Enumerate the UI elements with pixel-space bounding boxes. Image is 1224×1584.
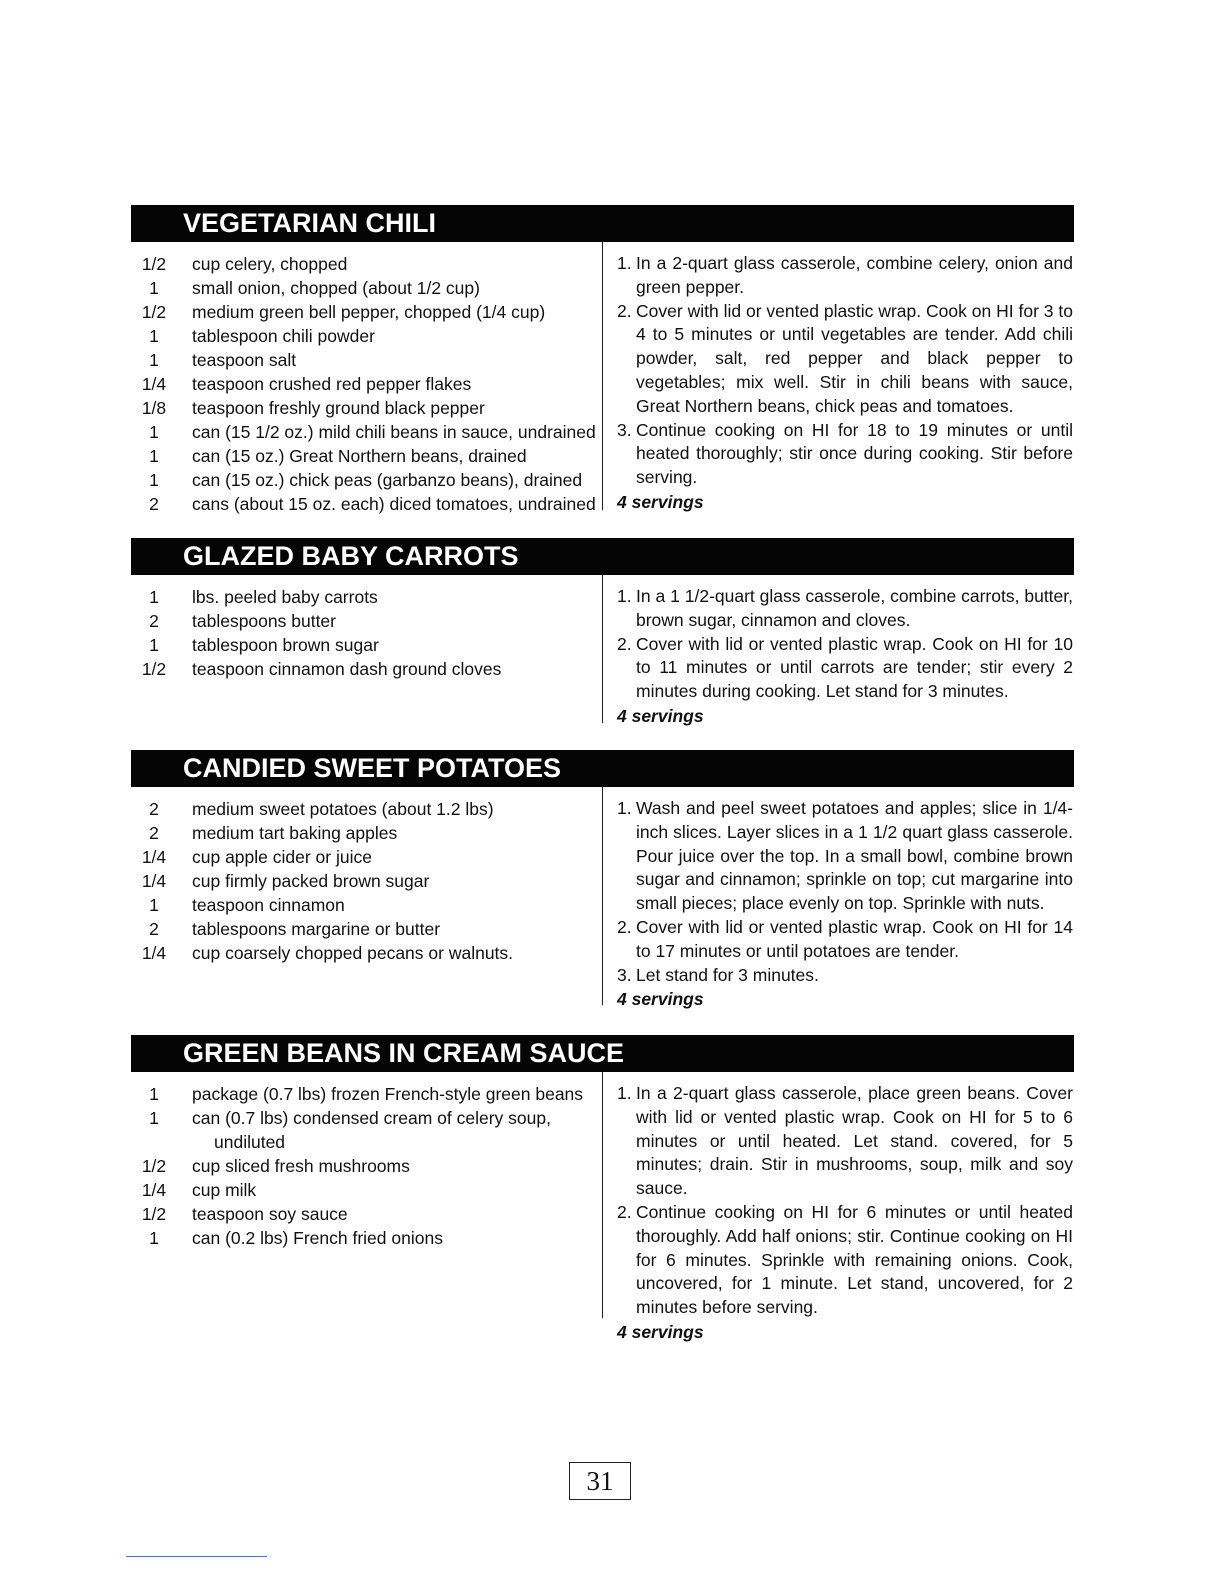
ingredient-qty: 1 <box>149 350 159 370</box>
direction-step <box>617 300 1073 419</box>
ingredient-row <box>131 657 601 681</box>
ingredient-row <box>131 1106 601 1154</box>
ingredient-row <box>131 633 601 657</box>
direction-step <box>617 1201 1073 1320</box>
ingredient-list <box>131 585 601 681</box>
step-text: Continue cooking on HI for 6 minutes or until heated thoroughly. Add half onions; stir. Continue cooking on HI for 6 minutes. Sprinkle with remaining onions. Cook, uncovered, for 1 minute. Let stand, uncovered, for 2 minutes before serving. <box>636 1201 1073 1318</box>
step-text: Continue cooking on HI for 18 to 19 minutes or until heated thoroughly; stir once during cooking. Stir before serving. <box>636 419 1073 488</box>
recipe-vegetarian-chili <box>131 205 1074 514</box>
step-number: 1. <box>617 253 632 273</box>
ingredient-item: teaspoon crushed red pepper flakes <box>192 374 472 394</box>
direction-step <box>617 916 1073 964</box>
recipe-body <box>131 242 1074 514</box>
ingredient-item-text: can (0.7 lbs) condensed cream of celery soup, <box>192 1108 551 1128</box>
ingredient-item: tablespoons margarine or butter <box>192 919 441 939</box>
ingredient-item: cup apple cider or juice <box>192 847 372 867</box>
ingredient-qty: 1 <box>149 1108 159 1128</box>
ingredient-qty: 1 <box>149 470 159 490</box>
ingredient-qty: 1/2 <box>141 659 167 679</box>
step-text: In a 2-quart glass casserole, combine celery, onion and green pepper. <box>636 253 1073 297</box>
servings-label: 4 servings <box>617 1321 704 1342</box>
ingredient-item: cup milk <box>192 1180 257 1200</box>
servings-label: 4 servings <box>617 989 704 1010</box>
ingredient-row <box>131 845 601 869</box>
ingredient-list <box>131 1082 601 1250</box>
step-text: Cover with lid or vented plastic wrap. Cook on HI for 10 to 11 minutes or until carrots are tender; stir every 2 minutes during cooking. Let stand for 3 minutes. <box>636 633 1073 702</box>
recipe-title: VEGETARIAN CHILI <box>131 205 1074 242</box>
ingredient-qty: 1/2 <box>141 1156 167 1176</box>
step-number: 3. <box>617 419 632 440</box>
ingredient-item: lbs. peeled baby carrots <box>192 587 378 607</box>
ingredient-qty: 1/4 <box>141 847 167 867</box>
recipe-title: GREEN BEANS IN CREAM SAUCE <box>131 1035 1074 1072</box>
ingredient-row <box>131 324 601 348</box>
direction-list <box>617 1082 1073 1344</box>
recipe-body <box>131 1072 1074 1342</box>
ingredient-row <box>131 797 601 821</box>
step-number: 2. <box>617 633 632 654</box>
ingredient-row <box>131 1178 601 1202</box>
servings-label: 4 servings <box>617 491 704 512</box>
step-number: 2. <box>617 916 632 937</box>
ingredient-item: cup firmly packed brown sugar <box>192 871 430 891</box>
column-divider <box>602 575 603 723</box>
ingredient-row <box>131 348 601 372</box>
step-number: 1. <box>617 798 632 818</box>
ingredient-qty: 1 <box>149 278 159 298</box>
ingredient-item: teaspoon freshly ground black pepper <box>192 398 485 418</box>
ingredient-qty: 1 <box>149 895 159 915</box>
step-text: Let stand for 3 minutes. <box>636 964 819 985</box>
recipe-title: GLAZED BABY CARROTS <box>131 538 1074 575</box>
ingredient-item: can (15 oz.) Great Northern beans, drained <box>192 446 527 466</box>
ingredient-item: tablespoons butter <box>192 611 336 631</box>
ingredient-qty: 2 <box>149 919 159 939</box>
ingredient-qty: 1 <box>149 446 159 466</box>
ingredient-item: cup coarsely chopped pecans or walnuts. <box>192 943 514 963</box>
ingredient-row <box>131 941 601 965</box>
step-number: 1. <box>617 1083 632 1103</box>
step-number: 2. <box>617 300 632 321</box>
direction-step <box>617 252 1073 300</box>
direction-step <box>617 797 1073 916</box>
ingredient-list <box>131 252 601 516</box>
step-number: 3. <box>617 964 632 985</box>
ingredient-row <box>131 1082 601 1106</box>
ingredient-row <box>131 444 601 468</box>
step-text: Cover with lid or vented plastic wrap. Cook on HI for 14 to 17 minutes or until potatoes are tender. <box>636 916 1073 961</box>
ingredient-item: cup sliced fresh mushrooms <box>192 1156 410 1176</box>
ingredient-row <box>131 276 601 300</box>
direction-list <box>617 252 1073 514</box>
ingredient-item <box>192 1106 602 1154</box>
ingredient-row <box>131 821 601 845</box>
ingredient-qty: 1/2 <box>141 254 167 274</box>
servings-label: 4 servings <box>617 705 704 726</box>
ingredient-row <box>131 609 601 633</box>
ingredient-qty: 1 <box>149 1228 159 1248</box>
ingredient-item: teaspoon cinnamon <box>192 895 345 915</box>
step-number: 1. <box>617 586 632 606</box>
ingredient-item: teaspoon cinnamon dash ground cloves <box>192 659 502 679</box>
ingredient-qty: 1/8 <box>141 398 167 418</box>
ingredient-row <box>131 372 601 396</box>
step-number: 2. <box>617 1201 632 1222</box>
step-text: Wash and peel sweet potatoes and apples; slice in 1/4-inch slices. Layer slices in a 1 1/2 quart glass casserole. Pour juice over the top. In a small bowl, combine brown sugar and cinnamon; sprinkle on top; cut margarine into small pieces; place evenly on top. Sprinkle with nuts. <box>636 798 1073 914</box>
direction-list <box>617 797 1073 1011</box>
ingredient-qty: 1/4 <box>141 943 167 963</box>
ingredient-qty: 1/4 <box>141 1180 167 1200</box>
ingredient-item: teaspoon salt <box>192 350 297 370</box>
ingredient-item: cup celery, chopped <box>192 254 348 274</box>
direction-list <box>617 585 1073 728</box>
step-text: In a 1 1/2-quart glass casserole, combine carrots, butter, brown sugar, cinnamon and cloves. <box>636 586 1073 630</box>
ingredient-row <box>131 492 601 516</box>
ingredient-item: medium tart baking apples <box>192 823 398 843</box>
ingredient-qty: 2 <box>149 611 159 631</box>
ingredient-row <box>131 585 601 609</box>
ingredient-qty: 2 <box>149 823 159 843</box>
direction-step <box>617 585 1073 633</box>
ingredient-qty: 1/2 <box>141 1204 167 1224</box>
ingredient-item: teaspoon soy sauce <box>192 1204 348 1224</box>
ingredient-item: cans (about 15 oz. each) diced tomatoes, undrained <box>192 494 596 514</box>
ingredient-qty: 1/2 <box>141 302 167 322</box>
ingredient-list <box>131 797 601 965</box>
direction-step <box>617 633 1073 704</box>
page-number: 31 <box>569 1462 631 1500</box>
ingredient-qty: 2 <box>149 494 159 514</box>
ingredient-qty: 1 <box>149 326 159 346</box>
ingredient-item-continuation: undiluted <box>214 1132 286 1152</box>
ingredient-item: can (15 1/2 oz.) mild chili beans in sauce, undrained <box>192 422 596 442</box>
recipe-body <box>131 787 1074 1009</box>
ingredient-item: medium sweet potatoes (about 1.2 lbs) <box>192 799 494 819</box>
direction-step <box>617 1082 1073 1201</box>
ingredient-row <box>131 869 601 893</box>
ingredient-row <box>131 1154 601 1178</box>
column-divider <box>602 242 603 510</box>
ingredient-item: package (0.7 lbs) frozen French-style green beans <box>192 1084 584 1104</box>
ingredient-item: tablespoon brown sugar <box>192 635 379 655</box>
recipe-candied-sweet-potatoes <box>131 750 1074 1009</box>
ingredient-item: small onion, chopped (about 1/2 cup) <box>192 278 480 298</box>
ingredient-row <box>131 468 601 492</box>
ingredient-row <box>131 1202 601 1226</box>
recipe-title: CANDIED SWEET POTATOES <box>131 750 1074 787</box>
ingredient-item: medium green bell pepper, chopped (1/4 cup) <box>192 302 546 322</box>
ingredient-item: tablespoon chili powder <box>192 326 375 346</box>
ingredient-qty: 2 <box>149 799 159 819</box>
ingredient-row <box>131 396 601 420</box>
column-divider <box>602 787 603 1005</box>
ingredient-row <box>131 420 601 444</box>
ingredient-qty: 1 <box>149 635 159 655</box>
direction-step <box>617 964 1073 988</box>
ingredient-qty: 1 <box>149 422 159 442</box>
ingredient-item: can (0.2 lbs) French fried onions <box>192 1228 443 1248</box>
footer-rule <box>126 1556 267 1557</box>
ingredient-item: can (15 oz.) chick peas (garbanzo beans), drained <box>192 470 583 490</box>
ingredient-qty: 1 <box>149 1084 159 1104</box>
recipe-body <box>131 575 1074 725</box>
column-divider <box>602 1072 603 1318</box>
ingredient-qty: 1/4 <box>141 871 167 891</box>
ingredient-row <box>131 917 601 941</box>
ingredient-row <box>131 300 601 324</box>
ingredient-qty: 1/4 <box>141 374 167 394</box>
recipe-green-beans-in-cream-sauce <box>131 1035 1074 1342</box>
step-text: Cover with lid or vented plastic wrap. Cook on HI for 3 to 4 to 5 minutes or until vegetables are tender. Add chili powder, salt, red pepper and black pepper to vegetables; mix well. Stir in chili beans with sauce, Great Northern beans, chick peas and tomatoes. <box>636 300 1073 416</box>
ingredient-qty: 1 <box>149 587 159 607</box>
ingredient-row <box>131 252 601 276</box>
direction-step <box>617 419 1073 490</box>
step-text: In a 2-quart glass casserole, place green beans. Cover with lid or vented plastic wrap. Cook on HI for 5 to 6 minutes or until heated. Let stand. covered, for 5 minutes; drain. Stir in mushrooms, soup, milk and soy sauce. <box>636 1083 1073 1199</box>
ingredient-row <box>131 1226 601 1250</box>
ingredient-row <box>131 893 601 917</box>
recipe-glazed-baby-carrots <box>131 538 1074 725</box>
